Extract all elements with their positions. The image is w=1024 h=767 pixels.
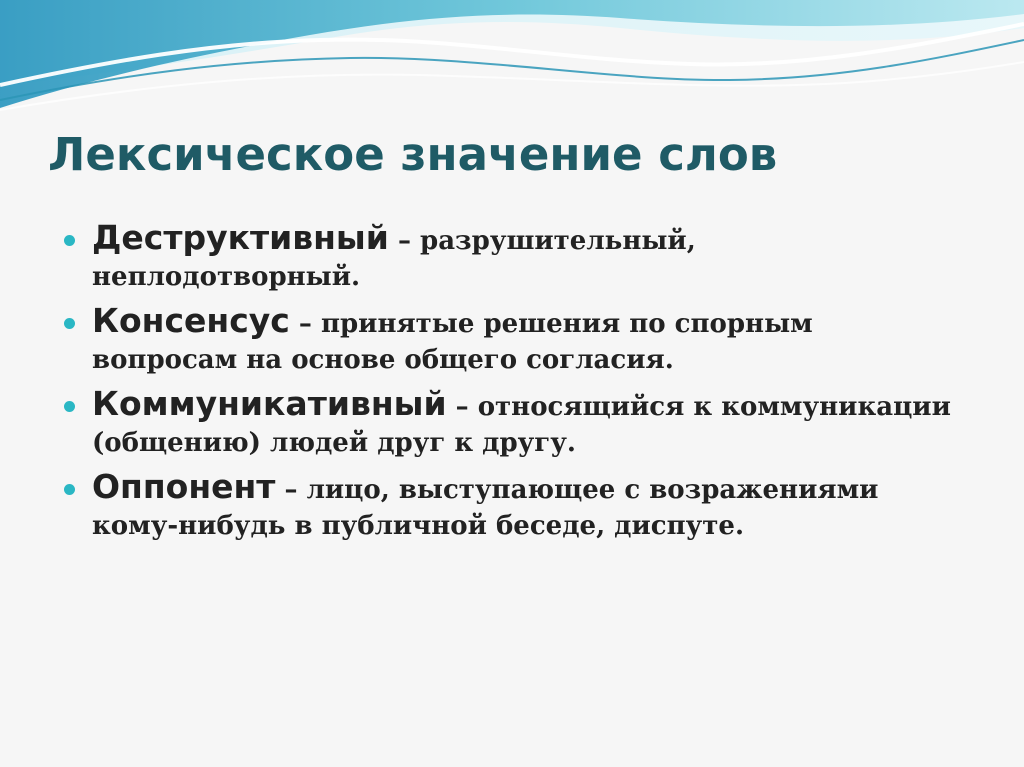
- teal-dot-icon: [64, 401, 75, 412]
- teal-dot-icon: [64, 318, 75, 329]
- definition-separator: –: [298, 309, 312, 339]
- definition-separator: –: [455, 392, 469, 422]
- definition-separator: –: [284, 475, 298, 505]
- term-communicative: Коммуникативный: [92, 384, 447, 423]
- definition-item-opponent: [64, 469, 964, 544]
- definition-item-destructive: [64, 220, 964, 295]
- definition-consensus: принятые решения по спорным вопросам на основе общего согласия.: [92, 309, 813, 375]
- definition-destructive: разрушительный, неплодотворный.: [92, 226, 696, 292]
- term-opponent: Оппонент: [92, 467, 276, 506]
- definition-communicative: относящийся к коммуникации (общению) людей друг к другу.: [92, 392, 951, 458]
- term-destructive: Деструктивный: [92, 218, 389, 257]
- definition-item-consensus: [64, 303, 964, 378]
- definition-opponent: лицо, выступающее с возражениями кому-нибудь в публичной беседе, диспуте.: [92, 475, 879, 541]
- definitions-list: [64, 220, 964, 552]
- slide-title: Лексическое значение слов: [48, 128, 778, 181]
- decorative-wave-header: [0, 0, 1024, 125]
- teal-dot-icon: [64, 235, 75, 246]
- definition-separator: –: [397, 226, 411, 256]
- term-consensus: Консенсус: [92, 301, 290, 340]
- definition-item-communicative: [64, 386, 964, 461]
- teal-dot-icon: [64, 484, 75, 495]
